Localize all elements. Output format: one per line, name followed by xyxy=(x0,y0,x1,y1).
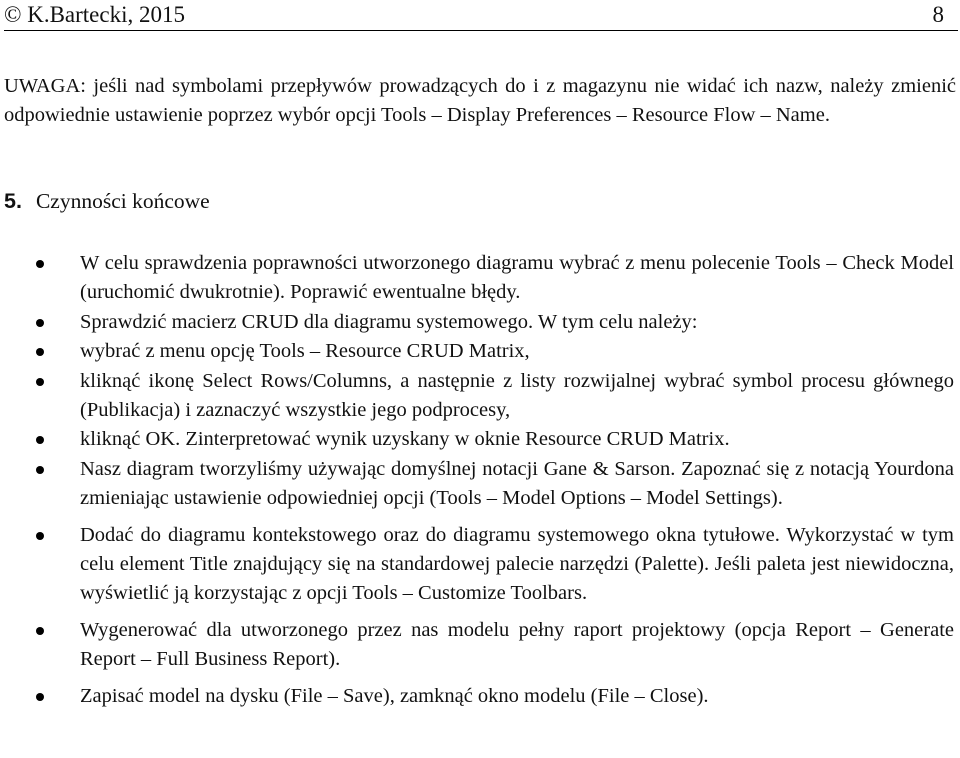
list-item xyxy=(0,616,960,675)
list-item xyxy=(0,425,960,454)
bullet-icon xyxy=(36,466,44,474)
bullet-list xyxy=(0,249,960,711)
bullet-icon xyxy=(36,532,44,540)
page-number: 8 xyxy=(932,2,944,27)
bullet-icon xyxy=(36,693,44,701)
bullet-icon xyxy=(36,260,44,268)
bullet-icon xyxy=(36,436,44,444)
list-item xyxy=(0,367,960,426)
list-item-text: wybrać z menu opcję Tools – Resource CRUD Matrix, xyxy=(80,340,530,363)
list-item-text: Zapisać model na dysku (File – Save), zamknąć okno modelu (File – Close). xyxy=(80,684,709,707)
list-item-text: kliknąć OK. Zinterpretować wynik uzyskany w oknie Resource CRUD Matrix. xyxy=(80,428,730,451)
list-item xyxy=(0,521,960,609)
list-item-text: kliknąć ikonę Select Rows/Columns, a następnie z listy rozwijalnej wybrać symbol procesu głównego (Publikacja) i zaznaczyć wszystkie jego podprocesy, xyxy=(80,369,954,422)
bullet-icon xyxy=(36,319,44,327)
list-item-text: Nasz diagram tworzyliśmy używając domyślnej notacji Gane & Sarson. Zapoznać się z notacją Yourdona zmieniając ustawienie odpowiedniej opcji (Tools – Model Options – Model Settings). xyxy=(80,457,954,510)
list-item-text: Sprawdzić macierz CRUD dla diagramu systemowego. W tym celu należy: xyxy=(80,310,698,333)
list-item xyxy=(0,682,960,711)
section-heading xyxy=(4,187,210,216)
list-item-text: W celu sprawdzenia poprawności utworzonego diagramu wybrać z menu polecenie Tools – Check Model (uruchomić dwukrotnie). Poprawić ewentualne błędy. xyxy=(80,252,954,304)
list-item xyxy=(0,249,960,308)
bullet-icon xyxy=(36,348,44,356)
section-title: Czynności końcowe xyxy=(35,189,210,213)
list-item-text: Dodać do diagramu kontekstowego oraz do diagramu systemowego okna tytułowe. Wykorzystać w tym celu element Title znajdujący się na standardowej palecie narzędzi (Palette). Jeśli paleta jest niewidoczna, wyświetlić ją korzystając z opcji Tools – Customize Toolbars. xyxy=(80,523,954,605)
page-header xyxy=(4,0,958,31)
list-item-text: Wygenerować dla utworzonego przez nas modelu pełny raport projektowy (opcja Report – Generate Report – Full Business Report). xyxy=(80,618,954,671)
bullet-icon xyxy=(36,627,44,635)
bullet-icon xyxy=(36,378,44,386)
warning-note: UWAGA: jeśli nad symbolami przepływów prowadzących do i z magazynu nie widać ich nazw, należy zmienić odpowiednie ustawienie poprzez wybór opcji Tools – Display Preferences – Resource Flow – Name. xyxy=(4,75,956,126)
copyright-text: © K.Bartecki, 2015 xyxy=(4,2,185,27)
list-item xyxy=(0,455,960,514)
list-item xyxy=(0,308,960,337)
section-number: 5. xyxy=(4,189,22,213)
list-item xyxy=(0,337,960,366)
